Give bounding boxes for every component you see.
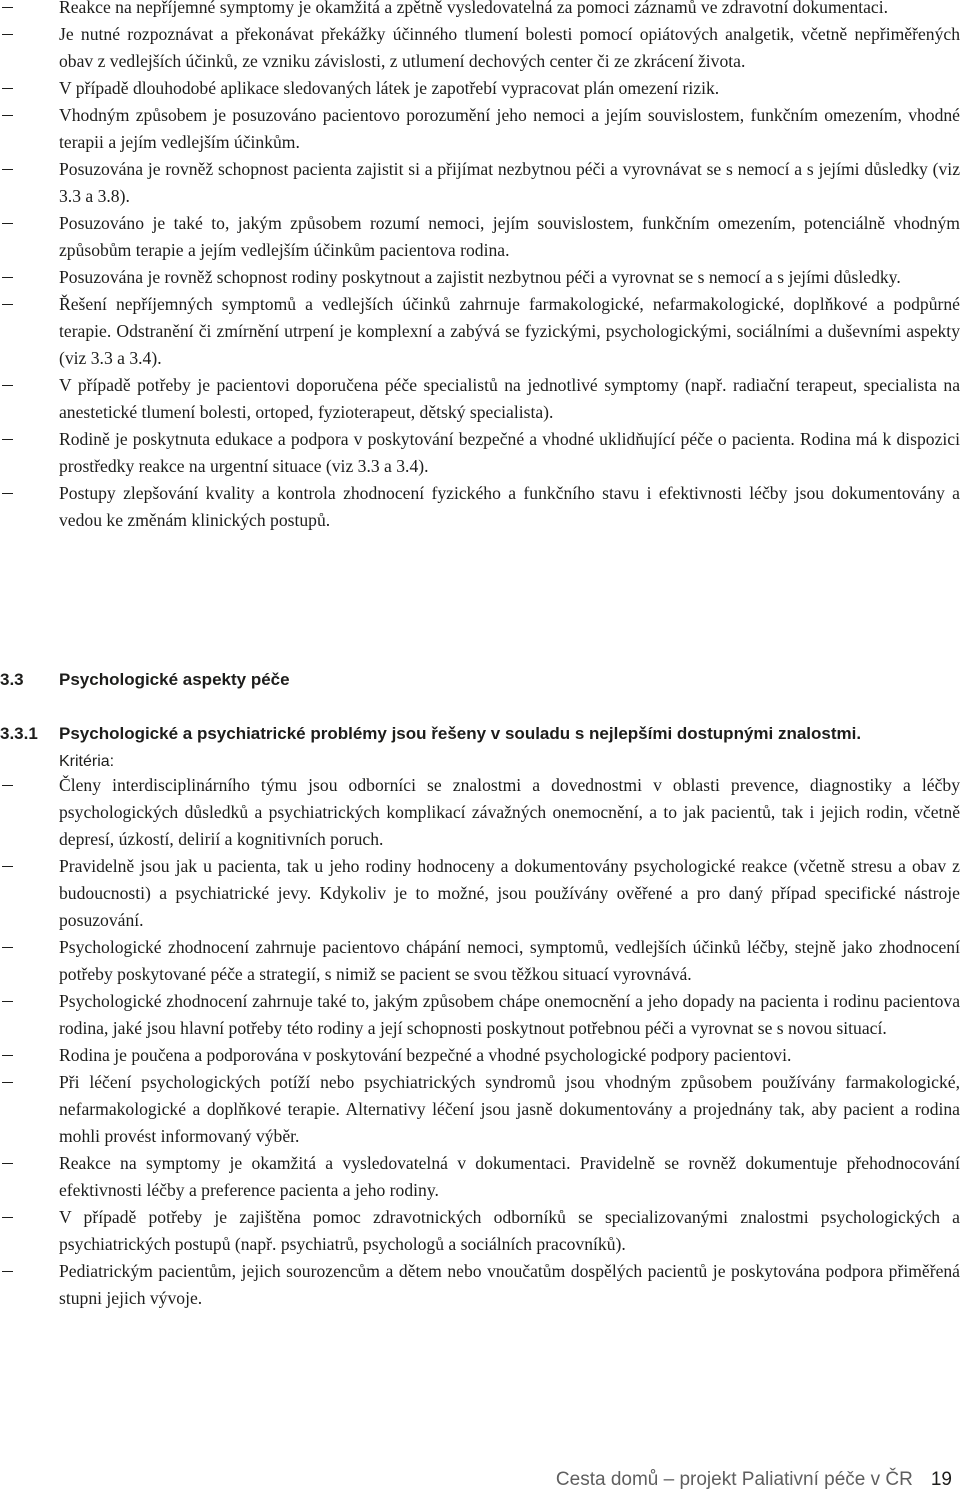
list-item-text: Pediatrickým pacientům, jejich sourozencům a dětem nebo vnoučatům dospělých pacientů je poskytována podpora přiměřená stupni jejich vývoje. [59, 1261, 960, 1308]
list-item [0, 934, 960, 988]
list-item-text: V případě dlouhodobé aplikace sledovaných látek je zapotřebí vypracovat plán omezení rizik. [59, 78, 720, 98]
bullet-list-top [0, 0, 960, 534]
list-item [0, 156, 960, 210]
list-item [0, 1069, 960, 1150]
list-item-text: Psychologické zhodnocení zahrnuje pacientovo chápání nemoci, symptomů, vedlejších účinků léčby, stejně jako zhodnocení potřeby poskytované péče a strategií, s nimiž se pacient se svou těžkou situací vyrovnává. [59, 937, 960, 984]
subsection-title: Psychologické a psychiatrické problémy jsou řešeny v souladu s nejlepšími dostupnými znalostmi. [59, 724, 862, 743]
list-item-text: Posuzováno je také to, jakým způsobem rozumí nemoci, jejím souvislostem, funkčním omezením, potenciálně vhodným způsobům terapie a jejím vedlejším účinkům pacientova rodina. [59, 213, 960, 260]
bullet-list-bottom [0, 772, 960, 1312]
section-number: 3.3 [0, 670, 24, 689]
list-item-text: V případě potřeby je pacientovi doporučena péče specialistů na jednotlivé symptomy (např. radiační terapeut, specialista na anestetické tlumení bolesti, ortoped, fyzioterapeut, dětský specialista). [59, 375, 960, 422]
list-item-text: Je nutné rozpoznávat a překonávat překážky účinného tlumení bolesti pomocí opiátových analgetik, včetně nepřiměřených obav z vedlejších účinků, ze vzniku závislosti, z utlumení dechových center či ze zkrácení života. [59, 24, 960, 71]
list-item [0, 1204, 960, 1258]
list-item [0, 291, 960, 372]
list-item-text: Řešení nepříjemných symptomů a vedlejších účinků zahrnuje farmakologické, nefarmakologické, doplňkové a podpůrné terapie. Odstranění či zmírnění utrpení je komplexní a zabývá se fyzickými, psychologickými, sociálními a duševními aspekty (viz 3.3 a 3.4). [59, 294, 960, 368]
subsection-number: 3.3.1 [0, 724, 38, 743]
list-item-text: Pravidelně jsou jak u pacienta, tak u jeho rodiny hodnoceny a dokumentovány psychologické reakce (včetně stresu a obav z budoucnosti) a psychiatrické jevy. Kdykoliv je to možné, jsou používány ověřené a pro daný případ specifické nástroje posuzování. [59, 856, 960, 930]
list-item-text: Reakce na nepříjemné symptomy je okamžitá a zpětně vysledovatelná za pomoci záznamů ve zdravotní dokumentaci. [59, 0, 889, 17]
list-item-text: Reakce na symptomy je okamžitá a vysledovatelná v dokumentaci. Pravidelně se rovněž dokumentuje přehodnocování efektivnosti léčby a preference pacienta a jeho rodiny. [59, 1153, 960, 1200]
list-item-text: Postupy zlepšování kvality a kontrola zhodnocení fyzického a funkčního stavu i efektivnosti léčby jsou dokumentovány a vedou ke změnám klinických postupů. [59, 483, 960, 530]
list-item-text: Rodina je poučena a podporována v poskytování bezpečné a vhodné psychologické podpory pacientovi. [59, 1045, 792, 1065]
list-item-text: Psychologické zhodnocení zahrnuje také to, jakým způsobem chápe onemocnění a jeho dopady na pacienta i rodinu pacientova rodina, jaké jsou hlavní potřeby této rodiny a její schopnosti poskytnout potřebnou péči a vyrovnat se s novou situací. [59, 991, 960, 1038]
list-item [0, 853, 960, 934]
list-item [0, 0, 960, 21]
page-footer [556, 1466, 952, 1493]
list-item [0, 75, 960, 102]
list-item-text: Rodině je poskytnuta edukace a podpora v poskytování bezpečné a vhodné uklidňující péče o pacienta. Rodina má k dispozici prostředky reakce na urgentní situace (viz 3.3 a 3.4). [59, 429, 960, 476]
list-item [0, 988, 960, 1042]
list-item [0, 21, 960, 75]
list-item [0, 1150, 960, 1204]
list-item-text: Posuzována je rovněž schopnost pacienta zajistit si a přijímat nezbytnou péči a vyrovnávat se s nemocí a s jejími důsledky (viz 3.3 a 3.8). [59, 159, 960, 206]
criteria-label: Kritéria: [59, 753, 115, 770]
footer-title: Cesta domů – projekt Paliativní péče v ČR [555, 1469, 913, 1490]
list-item-text: Posuzována je rovněž schopnost rodiny poskytnout a zajistit nezbytnou péči a vyrovnat se s nemocí a s jejími důsledky. [59, 267, 901, 287]
list-item-text: Při léčení psychologických potíží nebo psychiatrických syndromů jsou vhodným způsobem používány farmakologické, nefarmakologické a doplňkové terapie. Alternativy léčení jsou jasně dokumentovány a projednány tak, aby pacient a rodina mohli provést informovaný výběr. [59, 1072, 960, 1146]
list-item [0, 372, 960, 426]
list-item [0, 772, 960, 853]
list-item [0, 480, 960, 534]
page-number: 19 [930, 1469, 952, 1490]
list-item [0, 264, 960, 291]
list-item [0, 102, 960, 156]
list-item [0, 210, 960, 264]
list-item [0, 1258, 960, 1312]
list-item [0, 426, 960, 480]
section-title: Psychologické aspekty péče [59, 670, 290, 689]
list-item-text: Členy interdisciplinárního týmu jsou odborníci se znalostmi a dovednostmi v oblasti prevence, diagnostiky a léčby psychologických důsledků a psychiatrických komplikací závažných onemocnění, a to jak pacientů, tak i jejich rodin, včetně depresí, úzkostí, delirií a kognitivních poruch. [59, 775, 960, 849]
list-item-text: Vhodným způsobem je posuzováno pacientovo porozumění jeho nemoci a jejím souvislostem, funkčním omezením, vhodné terapii a jejím vedlejším účinkům. [59, 105, 960, 152]
list-item [0, 1042, 960, 1069]
list-item-text: V případě potřeby je zajištěna pomoc zdravotnických odborníků se specializovanými znalostmi psychologických a psychiatrických postupů (např. psychiatrů, psychologů a sociálních pracovníků). [59, 1207, 960, 1254]
